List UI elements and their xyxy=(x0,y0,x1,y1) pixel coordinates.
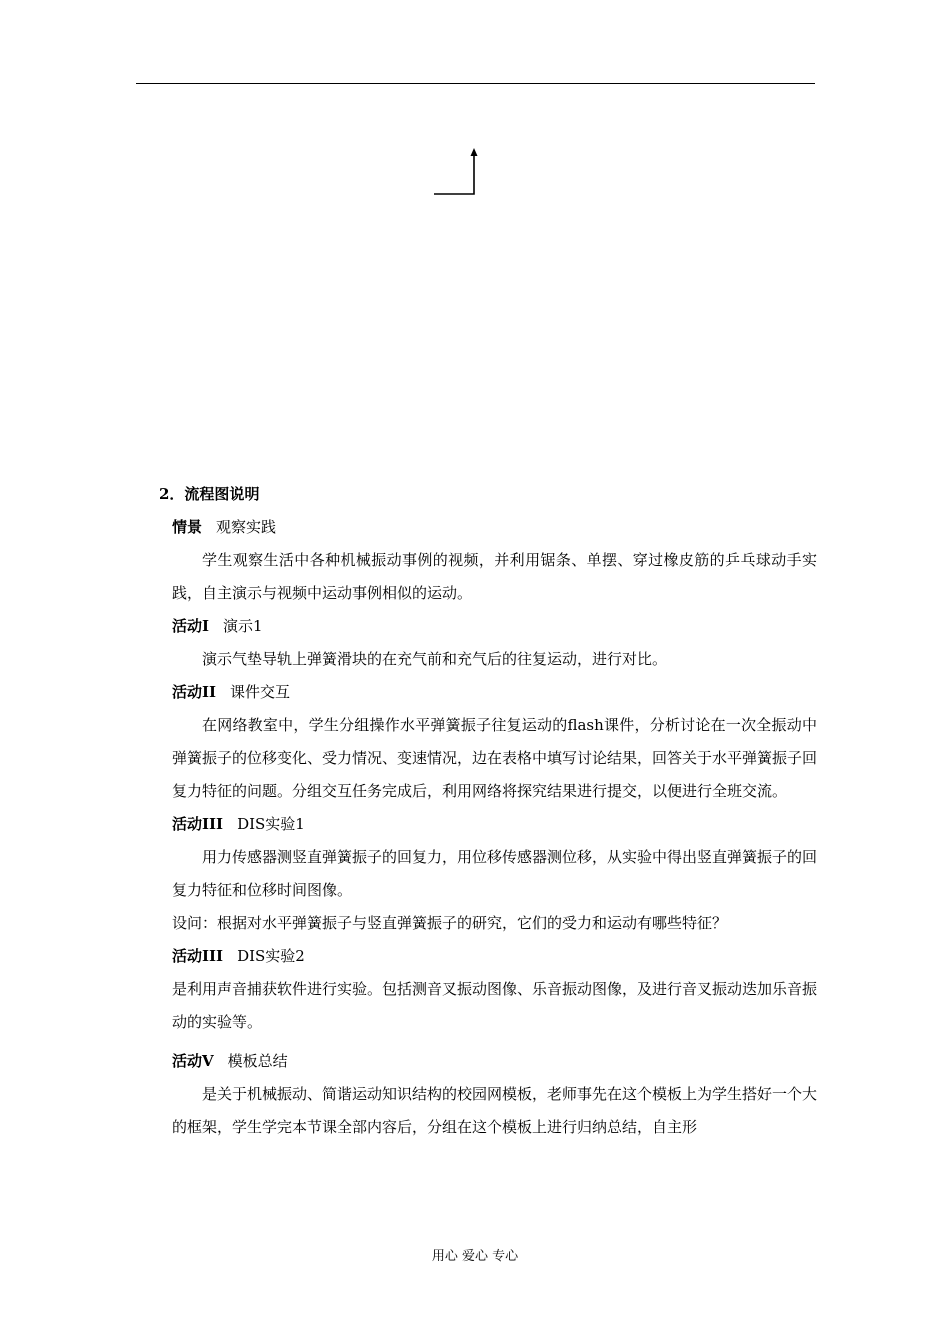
block-label: 活动III xyxy=(172,947,224,965)
block-heading-activity-3b xyxy=(172,940,817,973)
block-paragraph: 是利用声音捕获软件进行实验。包括测音叉振动图像、乐音振动图像，及进行音叉振动迭加乐音振动的实验等。 xyxy=(172,980,818,1031)
block-label: 活动III xyxy=(172,815,224,833)
block-subtitle: 课件交互 xyxy=(230,683,291,701)
block-heading-scene xyxy=(172,511,817,544)
block-question-note: 设问：根据对水平弹簧振子与竖直弹簧振子的研究，它们的受力和运动有哪些特征？ xyxy=(172,914,728,932)
block-heading-activity-3a xyxy=(172,808,817,841)
block-label: 活动Ⅰ xyxy=(172,617,210,635)
block-label: 活动II xyxy=(172,683,217,701)
block-paragraph: 用力传感器测竖直弹簧振子的回复力，用位移传感器测位移，从实验中得出竖直弹簧振子的回复力特征和位移时间图像。 xyxy=(172,848,818,899)
section-title: 2．流程图说明 xyxy=(159,485,260,503)
block-paragraph: 在网络教室中，学生分组操作水平弹簧振子往复运动的flash课件，分析讨论在一次全振动中弹簧振子的位移变化、受力情况、变速情况，边在表格中填写讨论结果，回答关于水平弹簧振子回复力特征的问题。分组交互任务完成后，利用网络将探究结果进行提交，以便进行全班交流。 xyxy=(172,716,818,800)
block-subtitle: DIS实验2 xyxy=(237,947,305,965)
block-subtitle: 演示1 xyxy=(223,617,263,635)
block-label: 活动Ⅴ xyxy=(172,1052,214,1070)
block-label: 情景 xyxy=(172,518,203,536)
header-rule xyxy=(136,83,815,84)
block-heading-activity-5 xyxy=(172,1045,817,1078)
block-subtitle: 观察实践 xyxy=(216,518,277,536)
block-subtitle: 模板总结 xyxy=(227,1052,288,1070)
block-heading-activity-1 xyxy=(172,610,817,643)
section-content xyxy=(159,478,818,1144)
block-subtitle: DIS实验1 xyxy=(237,815,305,833)
block-paragraph: 演示气垫导轨上弹簧滑块的在充气前和充气后的往复运动，进行对比。 xyxy=(202,650,668,668)
page-footer: 用心 爱心 专心 xyxy=(431,1249,519,1264)
block-paragraph: 是关于机械振动、简谐运动知识结构的校园网模板，老师事先在这个模板上为学生搭好一个大的框架，学生学完本节课全部内容后，分组在这个模板上进行归纳总结，自主形 xyxy=(172,1085,818,1136)
block-heading-activity-2 xyxy=(172,676,817,709)
flowchart-arrow-icon xyxy=(430,146,484,198)
block-paragraph: 学生观察生活中各种机械振动事例的视频，并利用锯条、单摆、穿过橡皮筋的乒乓球动手实践，自主演示与视频中运动事例相似的运动。 xyxy=(172,551,817,602)
